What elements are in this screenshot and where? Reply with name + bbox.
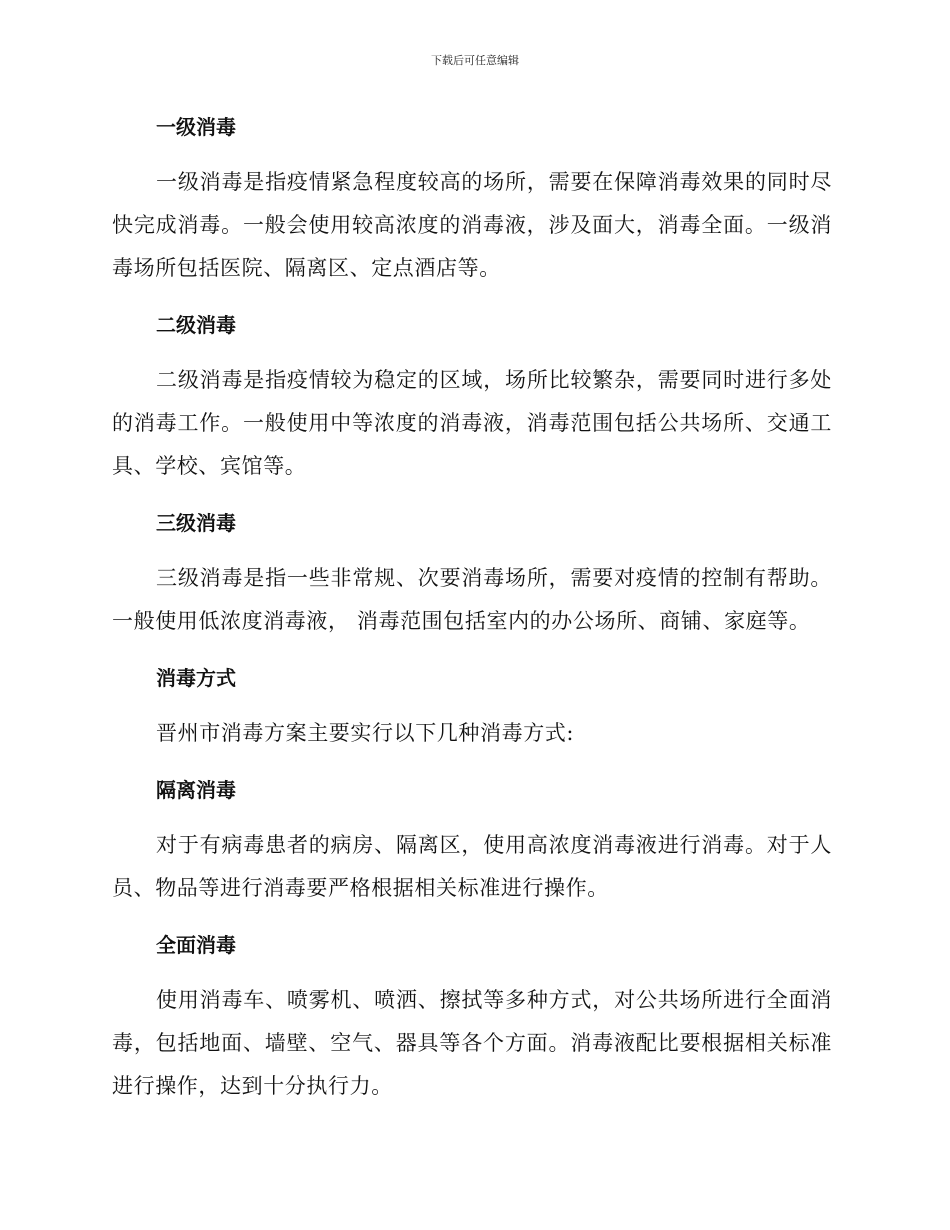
section-level-1	[112, 106, 832, 304]
section-paragraph: 二级消毒是指疫情较为稳定的区域，场所比较繁杂，需要同时进行多处的消毒工作。一般使用中等浓度的消毒液，消毒范围包括公共场所、交通工具、学校、宾馆等。	[112, 368, 832, 478]
document-body	[112, 106, 832, 1108]
section-comprehensive	[112, 924, 832, 1108]
section-level-3	[112, 502, 832, 657]
section-level-2	[112, 304, 832, 502]
section-heading: 隔离消毒	[156, 778, 236, 802]
section-methods	[112, 657, 832, 769]
section-isolation	[112, 769, 832, 924]
section-heading: 全面消毒	[156, 933, 236, 957]
page-header: 下载后可任意编辑	[431, 54, 519, 67]
section-heading: 消毒方式	[156, 666, 236, 690]
section-paragraph: 一级消毒是指疫情紧急程度较高的场所，需要在保障消毒效果的同时尽快完成消毒。一般会使用较高浓度的消毒液，涉及面大，消毒全面。一级消毒场所包括医院、隔离区、定点酒店等。	[112, 170, 832, 280]
section-paragraph: 对于有病毒患者的病房、隔离区，使用高浓度消毒液进行消毒。对于人员、物品等进行消毒要严格根据相关标准进行操作。	[112, 833, 832, 900]
section-paragraph: 晋州市消毒方案主要实行以下几种消毒方式:	[156, 721, 575, 745]
section-heading: 三级消毒	[156, 511, 236, 535]
section-paragraph: 三级消毒是指一些非常规、次要消毒场所，需要对疫情的控制有帮助。一般使用低浓度消毒液， 消毒范围包括室内的办公场所、商铺、家庭等。	[112, 566, 832, 633]
section-paragraph: 使用消毒车、喷雾机、喷洒、擦拭等多种方式，对公共场所进行全面消毒，包括地面、墙壁、空气、器具等各个方面。消毒液配比要根据相关标准进行操作，达到十分执行力。	[112, 988, 832, 1098]
section-heading: 一级消毒	[156, 115, 236, 139]
section-heading: 二级消毒	[156, 313, 236, 337]
